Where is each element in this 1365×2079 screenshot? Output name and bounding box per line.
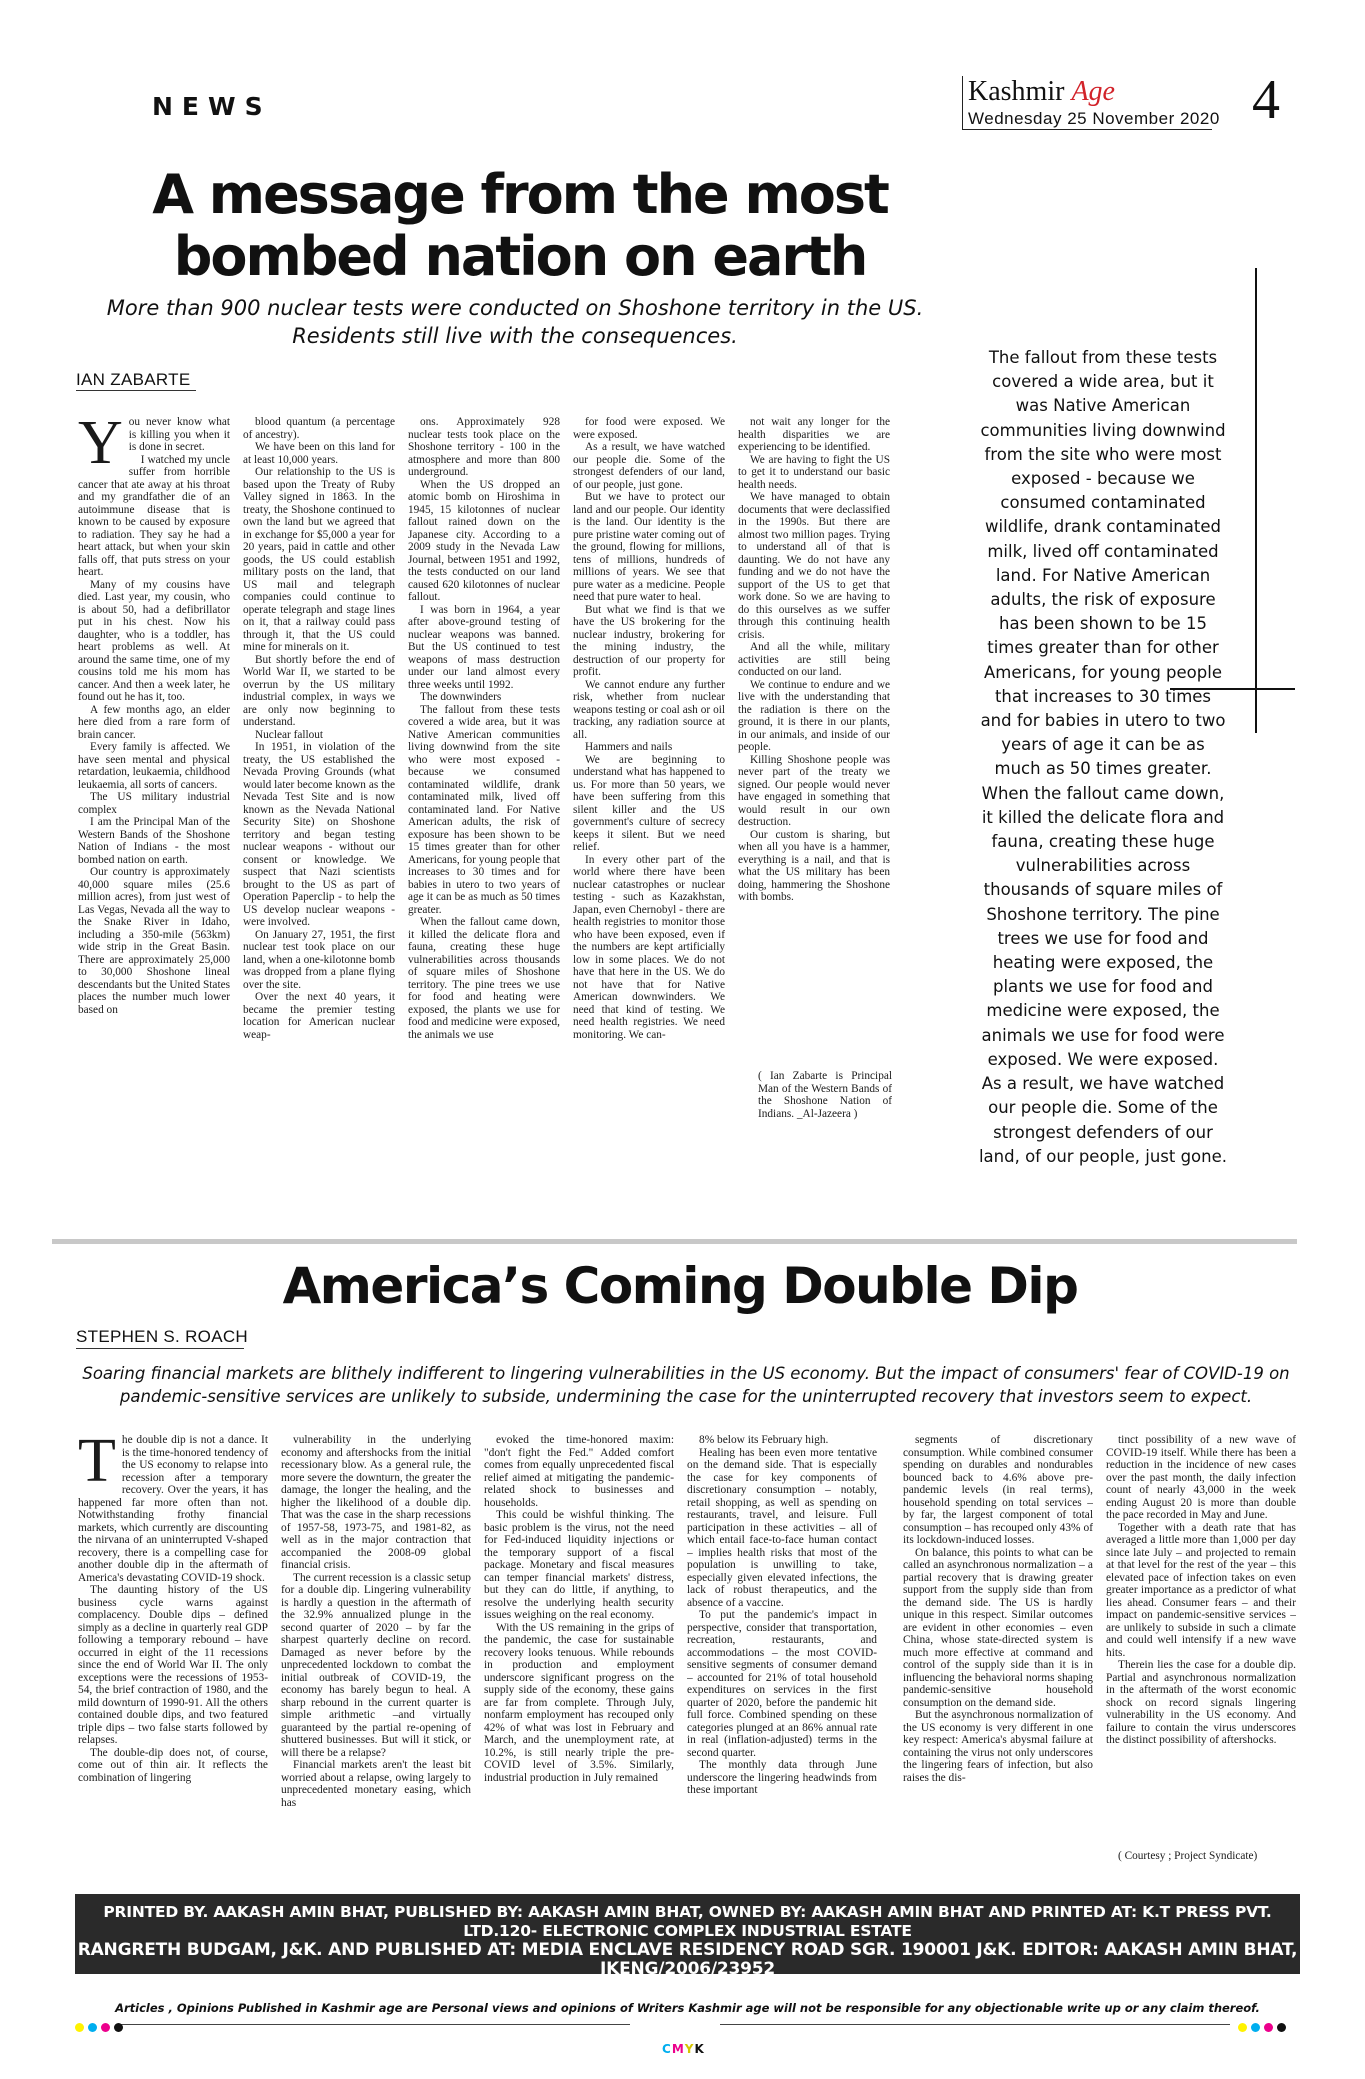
body-paragraph: evoked the time-honored maxim: "don't fight the Fed." Added comfort comes from equally unprecedented fiscal relief aimed at mitigating the pandemic-related shock to businesses and households. [484,1434,674,1509]
registration-dots-right [1238,2017,1290,2036]
imprint-line-1: PRINTED BY. AAKASH AMIN BHAT, PUBLISHED BY: AAKASH AMIN BHAT, OWNED BY: AAKASH AMIN BHAT AND PRINTED AT: K.T PRESS PVT. LTD.120- ELECTRONIC COMPLEX INDUSTRIAL ESTATE [103,1903,1272,1940]
body-paragraph: Together with a death rate that has averaged a little more than 1,000 per day since late July – and projected to remain at that level for the rest of the year – this elevated pace of infection takes on even greater importance as a predictor of what lies ahead. Consumer fears – and their impact on pandemic-sensitive services – are unlikely to subside in such a climate and could well intensify if a new wave hits. [1106,1521,1296,1659]
registration-dot-cyan [88,2023,97,2032]
body-paragraph: 8% below its February high. [699,1434,829,1446]
cmyk-c: C [662,2042,672,2056]
article2-credit: ( Courtesy ; Project Syndicate) [1118,1850,1258,1862]
article2-dropcap: T [78,1434,116,1495]
body-paragraph: The monthly data through June underscore the lingering headwinds from these important [687,1759,877,1796]
registration-dot-magenta [1264,2023,1273,2032]
masthead-logo [968,76,1115,108]
body-paragraph: On January 27, 1951, the first nuclear test took place on our land, when a one-kilotonne bomb was dropped from a plane flying over the site. [243,928,395,991]
masthead-logo-age: Age [1071,76,1115,107]
body-paragraph: for food were exposed. We were exposed. [573,416,725,441]
body-paragraph: We continue to endure and we live with the understanding that the radiation is there on the ground, it is there in our plants, in our animals, and inside of our people. [738,678,890,753]
body-paragraph: not wait any longer for the health disparities we are experiencing to be identified. [738,416,890,453]
registration-dots-left [75,2017,127,2036]
body-paragraph: A few months ago, an elder here died from a rare form of brain cancer. [78,703,230,741]
article1-column-1 [78,416,230,1236]
body-paragraph: blood quantum (a percentage of ancestry). [243,416,395,441]
body-paragraph: ons. Approximately 928 nuclear tests took place on the Shoshone territory - 100 in the atmosphere and more than 800 underground. [408,416,560,478]
registration-rule-left [120,2024,630,2025]
body-paragraph: The current recession is a classic setup for a double dip. Lingering vulnerability is hardly a question in the aftermath of the 32.9% annualized plunge in the second quarter of 2020 – by far the sharpest quarterly decline on record. Damaged as never before by the unprecedented lockdown to combat the initial outbreak of COVID-19, the economy has barely begun to heal. A sharp rebound in the current quarter is simple arithmetic –and virtually guaranteed by the partial re-opening of shuttered businesses. But will it stick, or will there be a relapse? [281,1571,471,1759]
cmyk-mark [662,2042,705,2056]
article2-column-2 [281,1434,471,1872]
section-label: NEWS [152,92,272,121]
body-paragraph: Many of my cousins have died. Last year, my cousin, who is about 50, had a defibrillator put in his chest. Now his daughter, who is a toddler, has heart problems as well. At around the same time, one of my cousins told me his mom has cancer. And then a week later, he found out he has it, too. [78,578,230,703]
article1-author-note: ( Ian Zabarte is Principal Man of the Western Bands of the Shoshone Nation of Indians. _Al-Jazeera ) [758,1070,892,1120]
body-paragraph: Over the next 40 years, it became the premier testing location for American nuclear weap- [243,991,395,1041]
body-paragraph: We are having to fight the US to get it to understand our basic health needs. [738,453,890,491]
body-paragraph: The daunting history of the US business cycle warns against complacency. Double dips – defined simply as a decline in quarterly real GDP following a temporary rebound – have occurred in eight of the 11 recessions since the end of World War II. The only exceptions were the recessions of 1953-54, the brief contraction of 1980, and the mild downturn of 1990-91. All the others contained double dips, and two featured triple dips – two false starts followed by relapses. [78,1584,268,1746]
article2-column-6 [1106,1434,1296,1834]
article2-headline: America’s Coming Double Dip [282,1257,1078,1315]
body-paragraph: Hammers and nails [585,741,673,753]
article1-byline: IAN ZABARTE [76,370,191,389]
registration-dot-black [114,2023,123,2032]
body-paragraph: Nuclear fallout [255,728,324,741]
body-paragraph: The double-dip does not, of course, come out of thin air. It reflects the combination of lingering [78,1746,268,1784]
article2-column-3 [484,1434,674,1872]
body-paragraph: Our custom is sharing, but when all you have is a hammer, everything is a nail, and that is what the US military has been doing, hammering the Shoshone with bombs. [738,828,890,903]
body-paragraph: We have been on this land for at least 10,000 years. [243,441,395,466]
imprint-band [75,1894,1300,1979]
body-paragraph: segments of discretionary consumption. While combined consumer spending on durables and nondurables bounced back to 4.6% above pre-pandemic levels (in real terms), household spending on total services – by far, the largest component of total consumption – has recouped only 43% of its lockdown-induced losses. [903,1434,1093,1546]
cmyk-y: Y [684,2042,695,2056]
body-paragraph: Financial markets aren't the least bit worried about a relapse, owing largely to unprecedented monetary easing, which has [281,1759,471,1809]
masthead-logo-kashmir: Kashmir [968,76,1072,107]
imprint-line-2: RANGRETH BUDGAM, J&K. AND PUBLISHED AT: MEDIA ENCLAVE RESIDENCY ROAD SGR. 190001 J&K. EDITOR: AAKASH AMIN BHAT, JKENG/2006/23952 [77,1940,1298,1979]
body-paragraph: Our country is approximately 40,000 square miles (25.6 million acres), from just west of Las Vegas, Nevada all the way to the Snake River in Idaho, including a 350-mile (563km) wide strip in the Great Basin. There are approximately 25,000 to 30,000 Shoshone lineal descendants but the United States places the number much lower based on [78,866,230,1016]
body-paragraph: Therein lies the case for a double dip. Partial and asynchronous normalization in the aftermath of the worst economic shock on record signals lingering vulnerability in the US economy. And failure to contain the virus underscores the distinct possibility of aftershocks. [1106,1659,1296,1746]
article1-column-3 [408,416,560,1236]
body-paragraph: The fallout from these tests covered a wide area, but it was Native American communities living downwind from the site who were most exposed - because we consumed contaminated wildlife, drank contaminated milk, lived off contaminated land. For Native American adults, the risk of exposure has been shown to be 15 times greater than for other Americans, for young people that increases to 30 times and for babies in utero to two years of age it can be as much as 50 times greater. [408,703,560,916]
body-paragraph: This could be wishful thinking. The basic problem is the virus, not the need for Fed-induced liquidity injections or the temporary support of a fiscal package. Monetary and fiscal measures can temper financial markets' distress, but they can do little, if anything, to resolve the underlying health security issues weighing on the real economy. [484,1509,674,1621]
registration-rule-right [720,2024,1230,2025]
pull-quote-rule-vertical [1255,268,1257,733]
registration-dot-cyan [1251,2023,1260,2032]
article1-standfirst-line2: Residents still live with the consequences. [292,324,738,348]
pull-quote-para-2: When the fallout came down, it killed the delicate flora and fauna, creating these huge vulnerabilities across thousands of square miles of Shoshone territory. The pine trees we use for food and heating were exposed, the plants we use for food and medicine were exposed, the animals we use for food were exposed. We were exposed. As a result, we have watched our people die. Some of the strongest defenders of our land, of our people, just gone. [978,783,1228,1166]
body-paragraph: With the US remaining in the grips of the pandemic, the case for sustainable recovery looks tenuous. While rebounds in production and employment underscore significant progress on the supply side of the economy, these gains are far from complete. Through July, nonfarm employment has recouped only 42% of what was lost in February and March, and the unemployment rate, at 10.2%, is still nearly triple the pre-COVID level of 3.5%. Similarly, industrial production in July remained [484,1621,674,1784]
article-divider [52,1239,1297,1244]
article2-standfirst [76,1362,1296,1408]
article2-column-4 [687,1434,877,1872]
page-number: 4 [1252,69,1280,131]
body-paragraph: I watched my uncle suffer from horrible cancer that ate away at his throat and my grandfather die of an autoimmune disease that is known to be caused by exposure to radiation. They say he had a heart attack, but when your skin falls off, that puts stress on your heart. [78,453,230,578]
body-paragraph: We cannot endure any further risk, whether from nuclear weapons testing or coal ash or oil tracking, any radiation source at all. [573,678,725,741]
body-paragraph: In every other part of the world where there have been nuclear catastrophes or nuclear testing - such as Kazakhstan, Japan, even Chernobyl - there are health registries to monitor those who have been exposed, even if the numbers are kept artificially low in some places. We do not have that here in the US. We do not have that for Native American downwinders. We need that kind of testing. We need health registries. We need monitoring. We can- [573,853,725,1041]
registration-dot-magenta [101,2023,110,2032]
cmyk-k: K [694,2042,705,2056]
body-paragraph: And all the while, military activities are still being conducted on our land. [738,641,890,678]
body-paragraph: The US military industrial complex [78,791,230,816]
issue-date: Wednesday 25 November 2020 [968,109,1220,128]
masthead-divider [962,76,963,130]
disclaimer: Articles , Opinions Published in Kashmir age are Personal views and opinions of Writers Kashmir age will not be responsible for any objectionable write up or any claim thereof. [115,2001,1260,2015]
body-paragraph: In 1951, in violation of the treaty, the US established the Nevada Proving Grounds (what would later become known as the Nevada Test Site and is now known as the Nevada National Security Site) on Shoshone territory and began testing nuclear weapons - without our consent or knowledge. We suspect that Nazi scientists brought to the US as part of Operation Paperclip - to help the US develop nuclear weapons - were involved. [243,741,395,928]
body-paragraph: vulnerability in the underlying economy and aftershocks from the initial recessionary blow. As a general rule, the more severe the downturn, the greater the damage, the longer the healing, and the higher the likelihood of a double dip. That was the case in the sharp recessions of 1957-58, 1973-75, and 1981-82, as well as in the major contraction that accompanied the 2008-09 global financial crisis. [281,1434,471,1571]
article1-column-4 [573,416,725,1236]
pull-quote [978,346,1228,1169]
masthead-underline [962,129,1212,130]
article1-standfirst-line1: More than 900 nuclear tests were conducted on Shoshone territory in the US. [106,296,924,320]
article2-column-1 [78,1434,268,1872]
article1-byline-rule [76,390,196,391]
registration-dot-yellow [75,2023,84,2032]
body-paragraph: When the US dropped an atomic bomb on Hiroshima in 1945, 15 kilotonnes of nuclear fallout rained down on the Japanese city. According to a 2009 study in the Nevada Law Journal, between 1951 and 1992, the tests conducted on our land caused 620 kilotonnes of nuclear fallout. [408,478,560,603]
body-paragraph: The downwinders [420,691,502,703]
article1-column-5 [738,416,890,1046]
body-paragraph: On balance, this points to what can be called an asynchronous normalization – a partial recovery that is drawing greater support from the supply side than from the demand side. The US is hardly unique in this respect. Similar outcomes are evident in other economies – even China, whose state-directed system is much more effective at command and control of the supply side than it is in influencing the behavioral norms shaping pandemic-sensitive household consumption on the demand side. [903,1546,1093,1709]
article2-byline: STEPHEN S. ROACH [76,1327,248,1346]
article1-column-2 [243,416,395,1236]
registration-dot-black [1277,2023,1286,2032]
body-paragraph: As a result, we have watched our people die. Some of the strongest defenders of our land, of our people, just gone. [573,441,725,491]
body-paragraph: Every family is affected. We have seen mental and physical retardation, leukaemia, childhood leukaemia, all sorts of cancers. [78,741,230,791]
body-paragraph: But shortly before the end of World War II, we started to be overrun by the US military industrial complex, in ways we are only now beginning to understand. [243,653,395,728]
body-paragraph: We have managed to obtain documents that were declassified in the 1990s. But there are almost two million pages. Trying to understand all of that is daunting. We do not have any funding and we do not have the support of the US to get that work done. So we are having to do this ourselves as we suffer through this continuing health crisis. [738,491,890,641]
article1-headline-line2: bombed nation on earth [173,225,867,288]
body-paragraph: Killing Shoshone people was never part of the treaty we signed. Our people would never have engaged in something that would result in our own destruction. [738,753,890,828]
body-paragraph: tinct possibility of a new wave of COVID-19 itself. While there has been a reduction in the incidence of new cases over the past month, the daily infection count of nearly 43,000 in the week ending August 20 is more than double the pace recorded in May and June. [1106,1434,1296,1521]
article1-standfirst [70,294,960,350]
body-paragraph: But the asynchronous normalization of the US economy is very different in one key respect: America's abysmal failure at containing the virus not only underscores the lingering fears of infection, but also raises the dis- [903,1709,1093,1784]
cmyk-m: M [671,2042,685,2056]
registration-dot-yellow [1238,2023,1247,2032]
article1-headline [80,164,960,288]
body-paragraph: he double dip is not a dance. It is the time-honored tendency of the US economy to relapse into recession after a temporary recovery. Over the years, it has happened far more often than not. Notwithstanding frothy financial markets, which currently are discounting the nirvana of an uninterrupted V-shaped recovery, there is a compelling case for another double dip in the aftermath of America's devastating COVID-19 shock. [78,1434,268,1584]
body-paragraph: ou never know what is killing you when it is done in secret. [128,416,230,453]
body-paragraph: But what we find is that we have the US brokering for the nuclear industry, brokering for the mining industry, the destruction of our property for profit. [573,603,725,678]
body-paragraph: But we have to protect our land and our people. Our identity is the land. Our identity is the pure pristine water coming out of the ground, flowing for millions, tens of millions, hundreds of millions of years. We see that pure water as a medicine. People need that pure water to heal. [573,491,725,603]
article1-headline-line1: A message from the most [152,163,888,226]
article2-standfirst-line2: pandemic-sensitive services are unlikely to subside, undermining the case for the uninterrupted recovery that investors seem to expect. [119,1387,1253,1406]
body-paragraph: When the fallout came down, it killed the delicate flora and fauna, creating these huge vulnerabilities across thousands of square miles of Shoshone territory. The pine trees we use for food and heating were exposed, the plants we use for food and medicine were exposed, the animals we use [408,916,560,1041]
body-paragraph: We are beginning to understand what has happened to us. For more than 50 years, we have been suffering from this silent killer and the US government's culture of secrecy keeps it silent. But we need relief. [573,753,725,853]
article2-standfirst-line1: Soaring financial markets are blithely indifferent to lingering vulnerabilities in the US economy. But the impact of consumers' fear of COVID-19 on [82,1364,1290,1383]
pull-quote-para-1: The fallout from these tests covered a wide area, but it was Native American communities living downwind from the site who were most exposed - because we consumed contaminated wildlife, drank contaminated milk, lived off contaminated land. For Native American adults, the risk of exposure has been shown to be 15 times greater than for other Americans, for young people that increases to 30 times and for babies in utero to two years of age it can be as much as 50 times greater. [980,348,1226,779]
body-paragraph: Our relationship to the US is based upon the Treaty of Ruby Valley signed in 1863. In the treaty, the Shoshone continued to own the land but we agreed that in exchange for $5,000 a year for 20 years, paid in cattle and other goods, the US could establish military posts on the land, that US mail and telegraph companies could continue to operate telegraph and stage lines on it, that a railway could pass through it, that the US could mine for minerals on it. [243,466,395,653]
body-paragraph: I was born in 1964, a year after above-ground testing of nuclear weapons was banned. But the US continued to test weapons of mass destruction under our land almost every three weeks until 1992. [408,603,560,691]
article2-column-5 [903,1434,1093,1872]
body-paragraph: I am the Principal Man of the Western Bands of the Shoshone Nation of Indians - the most bombed nation on earth. [78,816,230,866]
body-paragraph: To put the pandemic's impact in perspective, consider that transportation, recreation, restaurants, and accommodations – the most COVID-sensitive segments of consumer demand – accounted for 21% of total household expenditures on services in the first quarter of 2020, before the pandemic hit full force. Combined spending on these categories plunged at an 86% annual rate in real (inflation-adjusted) terms in the second quarter. [687,1609,877,1759]
article1-dropcap: Y [78,416,123,477]
body-paragraph: Healing has been even more tentative on the demand side. That is especially the case for key components of discretionary consumption – notably, retail shopping, as well as spending on restaurants, travel, and leisure. Full participation in these activities – all of which entail face-to-face human contact – implies health risks that most of the population is unwilling to take, especially given elevated infections, the lack of robust therapeutics, and the absence of a vaccine. [687,1446,877,1609]
article2-byline-rule [76,1348,244,1349]
